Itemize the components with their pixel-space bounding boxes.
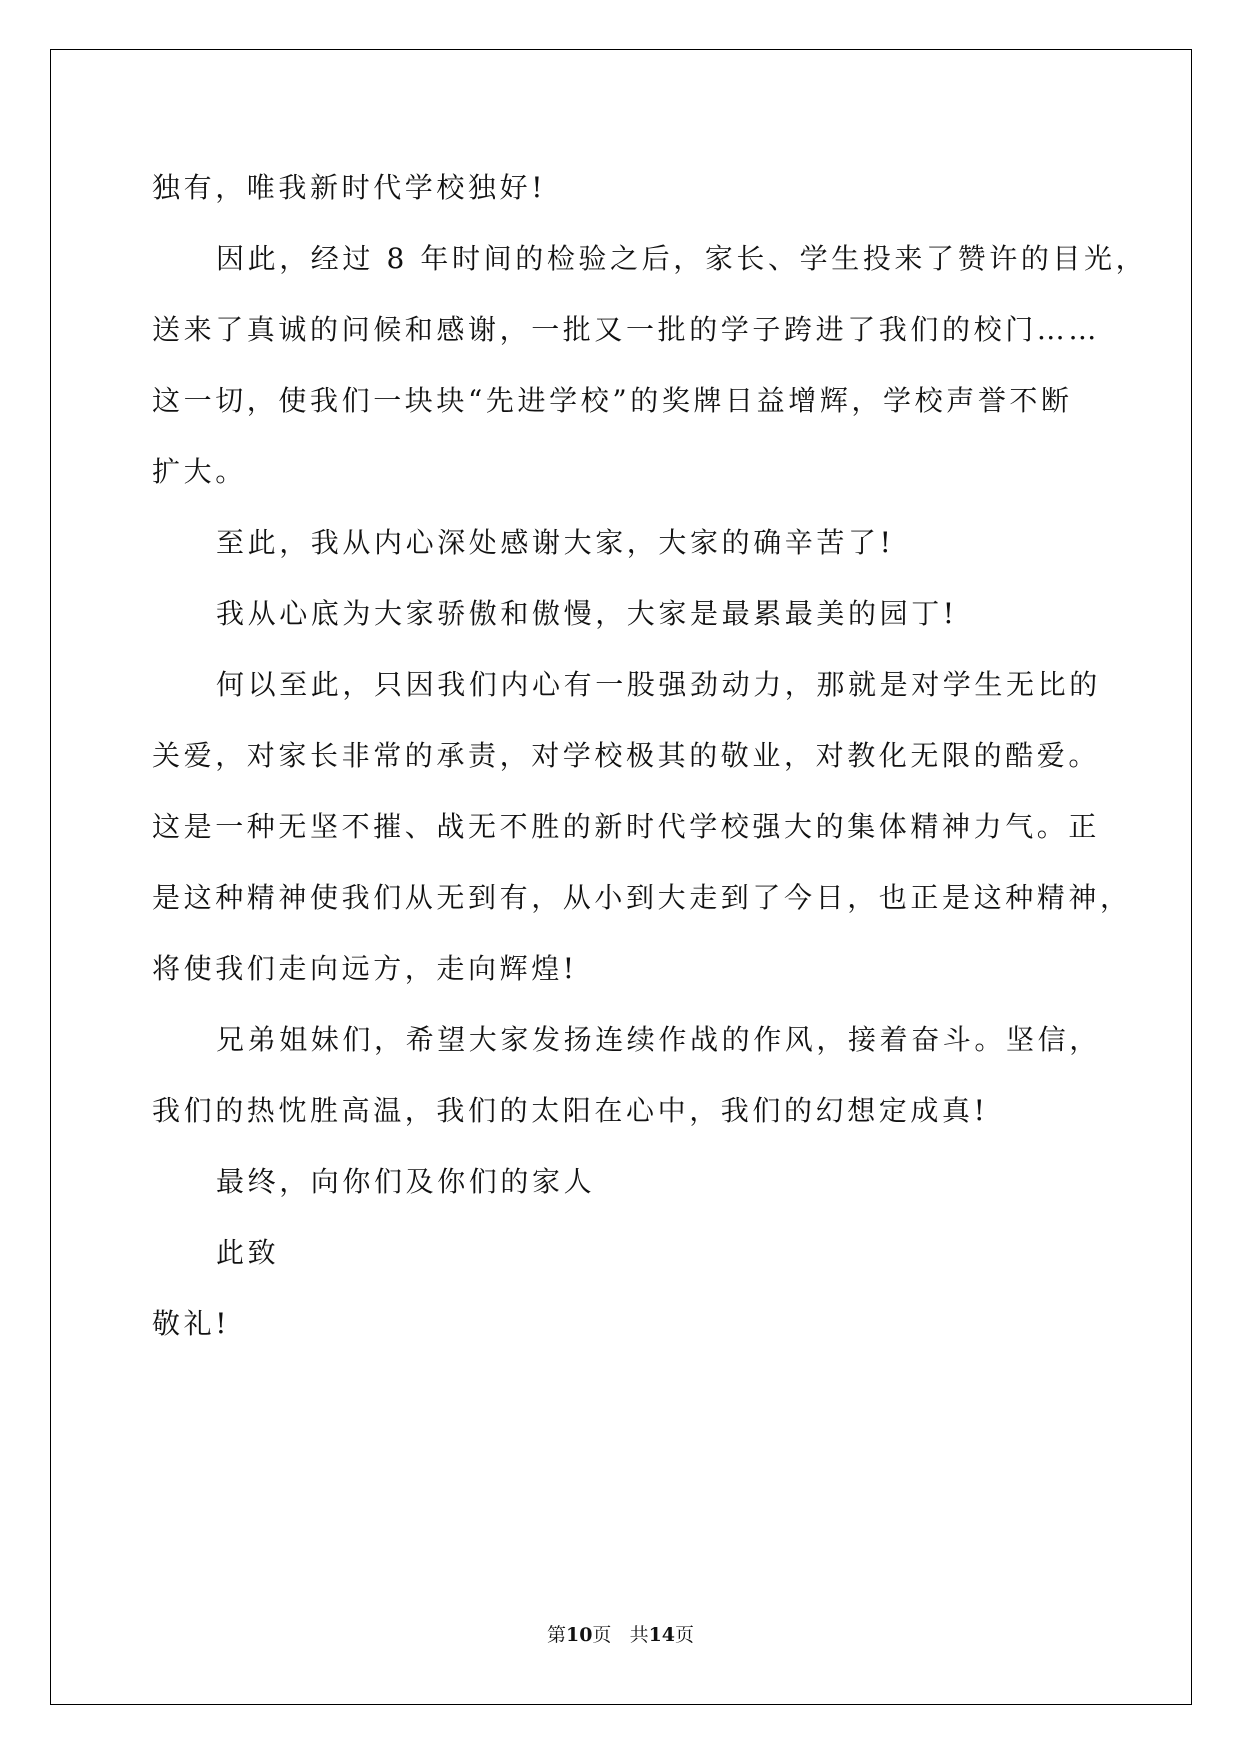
footer-prefix: 第	[546, 1624, 566, 1646]
footer-total-prefix: 共	[629, 1624, 649, 1646]
text-line: 独有，唯我新时代学校独好!	[152, 171, 547, 204]
text-line: 至此，我从内心深处感谢大家，大家的确辛苦了!	[216, 526, 895, 559]
text-line: 这是一种无坚不摧、战无不胜的新时代学校强大的集体精神力气。正	[152, 810, 1101, 843]
text-line: 是这种精神使我们从无到有，从小到大走到了今日，也正是这种精神，	[152, 881, 1132, 914]
text-line: 扩大。	[152, 455, 247, 488]
text-line: 关爱，对家长非常的承责，对学校极其的敬业，对教化无限的酷爱。	[152, 739, 1101, 772]
footer-total-unit: 页	[675, 1624, 695, 1646]
text-line: 我从心底为大家骄傲和傲慢，大家是最累最美的园丁!	[216, 597, 958, 630]
total-pages-number: 14	[648, 1624, 676, 1646]
text-line: 最终，向你们及你们的家人	[216, 1165, 596, 1198]
text-line: 兄弟姐妹们，希望大家发扬连续作战的作风，接着奋斗。坚信，	[216, 1023, 1101, 1056]
footer-page-unit: 页	[592, 1624, 612, 1646]
text-line: 我们的热忱胜高温，我们的太阳在心中，我们的幻想定成真!	[152, 1094, 989, 1127]
text-line: 因此，经过 8 年时间的检验之后，家长、学生投来了赞许的目光，	[216, 242, 1148, 275]
page-footer	[0, 1620, 1241, 1647]
text-line: 何以至此，只因我们内心有一股强劲动力，那就是对学生无比的	[216, 668, 1101, 701]
text-line: 此致	[216, 1236, 280, 1269]
text-line: 这一切，使我们一块块“先进学校”的奖牌日益增辉，学校声誉不断	[152, 384, 1073, 417]
current-page-number: 10	[565, 1624, 593, 1646]
text-line: 将使我们走向远方，走向辉煌!	[152, 952, 578, 985]
text-line: 敬礼!	[152, 1307, 231, 1340]
text-line: 送来了真诚的问候和感谢，一批又一批的学子跨进了我们的校门……	[152, 313, 1101, 346]
